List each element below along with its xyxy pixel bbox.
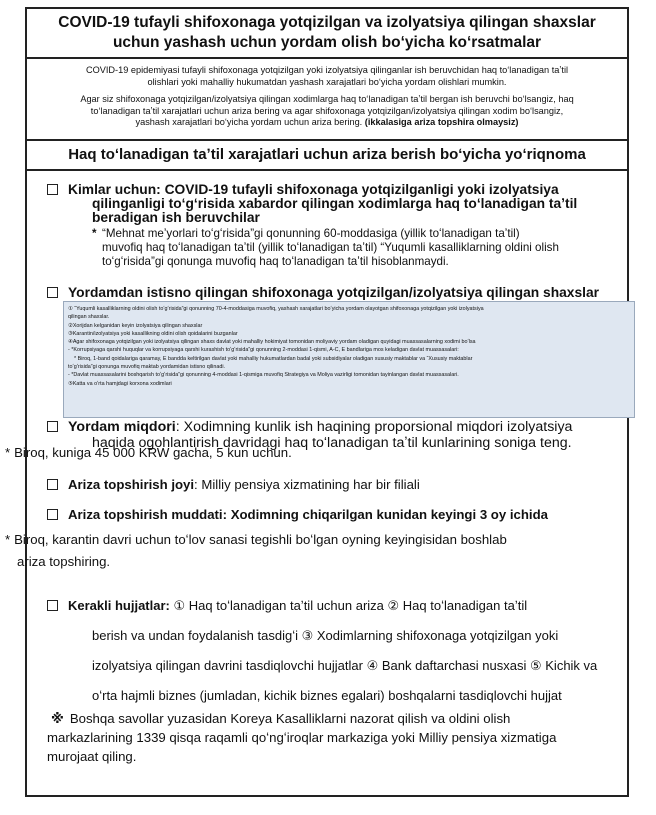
document-title [27, 9, 627, 59]
deadline-value: Xodimning chiqarilgan kunidan keyingi 3 oy ichida [230, 507, 548, 522]
guide-section-title: Haq toʻlanadigan taʼtil xarajatlari uchun ariza berish boʻyicha yoʻriqnoma [27, 141, 627, 171]
footer-line1 [47, 709, 632, 728]
who-note-line1: “Mehnat meʼyorlari toʻgʻrisida”gi qonunning 60-moddasiga (yillik toʻlanadigan taʼtil) [102, 227, 520, 240]
deadline-note-line1: Biroq, karantin davri uchun toʻlov sanasi tegishli boʻlgan oyning keyingisidan boshlab [14, 532, 507, 547]
amount-label: Yordam miqdori [68, 419, 176, 435]
restricted-heading-text: Yordamdan istisno qilingan shifoxonaga yotqizilgan/izolyatsiya qilingan shaxslar [68, 285, 600, 300]
deadline-colon: : [222, 507, 228, 522]
who-note-line3: toʻgʻrisida”gi qonunga muvofiq haq toʻlanadigan taʼtil hisoblanmaydi. [102, 255, 449, 268]
place-colon: : [194, 477, 198, 492]
amount-text-line2: haqida ogohlantirish davridagi haq toʻlanadigan taʼtil kunlarining soniga teng. [92, 435, 572, 451]
title-line-1: COVID-19 tufayli shifoxonaga yotqizilgan va izolyatsiya qilingan shaxslar [58, 14, 596, 31]
restricted-note-1: ① “Yuqumli kasalliklarning oldini olish toʻgʻrisida”gi qonunning 70-4-moddasiga muvofiq, yashash xarajatlari boʻyicha yordam olayotgan shifoxonaga yotqizilgan yoki izolyatsiya [68, 306, 484, 312]
documents-line1 [47, 591, 632, 621]
documents-text-line2: berish va undan foydalanish tasdigʻi ③ Xodimlarning shifoxonaga yotqizilgan yoki [92, 628, 559, 643]
footer-text-line3: murojaat qiling. [47, 749, 137, 764]
intro-p2-line1: Agar siz shifoxonaga yotqizilgan/izolyatsiya qilingan xodimlarga haq toʻlanadigan taʼtil bergan ish beruvchi boʻlsangiz, haq [80, 94, 574, 105]
who-heading-line3: beradigan ish beruvchilar [92, 210, 260, 225]
who-heading [47, 183, 627, 225]
documents-text-line4: oʻrta hajmli biznes (jumladan, kichik biznes egalari) boshqalarni tasdiqlovchi hujjat [92, 688, 562, 703]
documents-label: Kerakli hujjatlar [68, 598, 166, 613]
intro-p1-line1: COVID-19 epidemiyasi tufayli shifoxonaga yotqizilgan yoki izolyatsiya qilinganlar ish beruvchidan haq toʻlanadigan taʼtil [85, 65, 569, 75]
deadline-label: Ariza topshirish muddati [68, 507, 223, 522]
footer-text-line2: markazlarining 1339 qisqa raqamli qoʻngʻiroqlar markaziga yoki Milliy pensiya xizmatiga [47, 730, 557, 745]
restricted-note-3: ③Karantin/izolyatsiya yoki kasallikning oldini olish qoidalarini buzganlar [68, 330, 238, 337]
footer-text-line1: Boshqa savollar yuzasidan Koreya Kasalliklarni nazorat qilish va oldini olish [69, 711, 511, 726]
intro-p2-line2: toʻlanadigan taʼtil xarajatlari uchun ariza bering va agar shifoxonaga yotqizilgan/izolyatsiya qilingan xodim boʻlsangiz, [90, 105, 564, 116]
amount-line1 [47, 419, 627, 435]
restricted-note-2: ②Xorijdan kelganidan keyin izolyatsiya qilingan shaxslar [68, 322, 203, 329]
place-label: Ariza topshirish joyi [68, 477, 195, 492]
restricted-heading [47, 286, 627, 300]
deadline-section [47, 507, 548, 523]
restricted-note-4a-sub: * Biroq, 1-band qoidalariga qaramay, E bandda keltirilgan davlat yoki mahalliy hukumatlardan badal yoki subsidiyalar oladigan xususiy maktablar va “Xususiy maktablar [74, 355, 473, 362]
who-heading-line2: qilinganligi toʻgʻrisida xabardor qilingan xodimlarga haq toʻlanadigan taʼtil [92, 196, 578, 211]
restricted-note-4b: - *Davlat muassasalarini boshqarish toʻgʻrisida”gi qonunning 4-moddasi 1-qismiga muvofiq Strategiya va Moliya vazirligi tomonidan tayinlangan davlat muassasalari. [68, 372, 459, 379]
intro-p1-line2: olishlari yoki mahalliy hukumatdan yashash xarajatlari boʻyicha yordam olishlari mumkin. [147, 76, 507, 87]
intro-p2-bold-note: (ikkalasiga ariza topshira olmaysiz) [364, 117, 519, 128]
deadline-note-line2: ariza topshiring. [17, 554, 111, 569]
restricted-note-5: ⑤Katta va oʻrta hamjdagi korxona xodimlari [68, 380, 172, 387]
checkbox-deadline[interactable] [47, 509, 58, 520]
amount-note-text: Biroq, kuniga 45 000 KRW gacha, 5 kun uchun. [14, 445, 292, 460]
documents-section [47, 591, 632, 711]
intro-paragraph-2 [37, 94, 617, 129]
reference-mark-icon: ※ [51, 711, 64, 726]
checkbox-who[interactable] [47, 184, 58, 195]
who-note-line2: muvofiq haq toʻlanadigan taʼtil (yillik toʻlanadigan taʼtil) “Yuqumli kasalliklarning oldini olish [102, 241, 559, 254]
footer-note [47, 709, 632, 766]
place-value: Milliy pensiya xizmatining har bir filiali [201, 477, 420, 492]
restricted-note-4a-sub-cont: toʻgʻrisida”gi qonunga muvofiq maktab yordamidan istisno qilinadi. [68, 364, 226, 371]
who-note-star: * [92, 227, 97, 240]
deadline-note [5, 529, 507, 573]
checkbox-amount[interactable] [47, 421, 58, 432]
restricted-section [27, 286, 627, 300]
who-note [47, 227, 627, 269]
restricted-notes-box [63, 301, 635, 418]
amount-note [5, 443, 292, 463]
amount-colon: : [175, 419, 180, 435]
restricted-note-4: ④Agar shifoxonaga yotqizilgan yoki izolyatsiya qilingan shaxs davlat yoki mahalliy hokimiyat tomonidan moliyaviy yordam oladigan quyidagi muassasalarning xodimi boʻlsa [68, 339, 476, 346]
who-heading-line1: Kimlar uchun: COVID-19 tufayli shifoxonaga yotqizilganligi yoki izolyatsiya [68, 182, 559, 197]
documents-colon: : [165, 598, 170, 613]
documents-text-line1: ① Haq toʻlanadigan taʼtil uchun ariza ② Haq toʻlanadigan taʼtil [173, 598, 528, 613]
who-section [27, 183, 627, 269]
place-section [47, 477, 420, 493]
guide-document [5, 7, 629, 797]
intro-paragraph-1 [37, 65, 617, 88]
documents-text-line3: izolyatsiya qilingan davrini tasdiqlovchi hujjatlar ④ Bank daftarchasi nusxasi ⑤ Kichik va [92, 658, 598, 673]
restricted-note-4a: - *Korrupsiyaga qarshi huquqlar va korrupsiyaga qarshi kurashish toʻgʻrisida”gi qonunning 2-moddasi 1-qismi, A-C, E bandlariga mos keladigan davlat muassasalari: [68, 347, 459, 354]
checkbox-documents[interactable] [47, 600, 58, 611]
amount-text-line1: Xodimning kunlik ish haqining proporsional miqdori izolyatsiya [183, 419, 573, 435]
amount-note-star: * [5, 445, 11, 460]
intro-p2-line3: yashash xarajatlari boʻyicha yordam uchun ariza bering. [135, 117, 363, 128]
deadline-note-star: * [5, 532, 11, 547]
title-line-2: uchun yashash uchun yordam olish boʻyicha koʻrsatmalar [112, 34, 542, 51]
restricted-note-1-cont: qilingan shaxslar. [68, 314, 110, 321]
checkbox-place[interactable] [47, 479, 58, 490]
checkbox-restricted[interactable] [47, 287, 58, 298]
intro-block [27, 59, 627, 141]
